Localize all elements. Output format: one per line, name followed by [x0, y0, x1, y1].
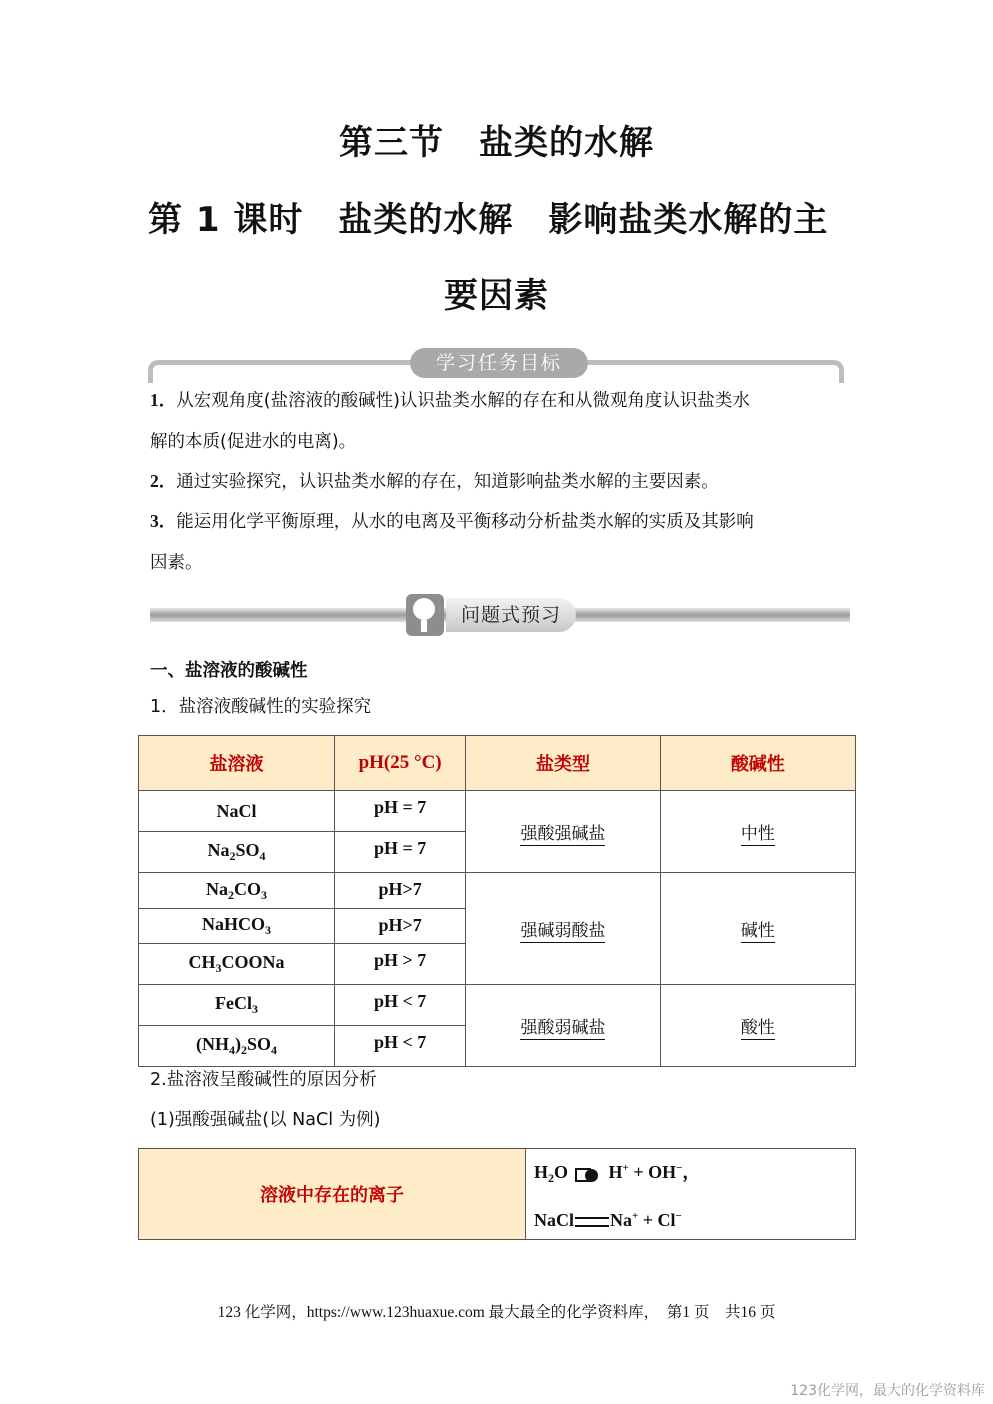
acidity-cell: 中性 [660, 791, 855, 873]
objective-1: 1．从宏观角度(盐溶液的酸碱性)认识盐类水解的存在和从微观角度认识盐类水 解的本质(促进水的电离)。 [150, 390, 750, 452]
lesson-title-line2: 要因素 [444, 276, 549, 316]
objective-2: 2．通过实验探究，认识盐类水解的存在，知道影响盐类水解的主要因素。 [150, 471, 719, 492]
nacl-ionization-equation: NaCl Na+ + Cl− [534, 1210, 682, 1230]
ion-table [138, 1148, 856, 1240]
ph-cell: pH < 7 [334, 1026, 465, 1067]
salt-type-cell: 强酸弱碱盐 [466, 985, 660, 1067]
ion-table-head: 溶液中存在的离子 [139, 1149, 526, 1240]
objective-3: 3．能运用化学平衡原理，从水的电离及平衡移动分析盐类水解的实质及其影响 因素。 [150, 511, 754, 573]
section-title: 第三节 盐类的水解 [339, 123, 654, 163]
lesson-title-line1: 第 1 课时 盐类的水解 影响盐类水解的主 [148, 200, 829, 240]
salt-cell: $Na_2SO_4$ [139, 832, 335, 873]
subheading-1: 1．盐溶液酸碱性的实验探究 [150, 697, 372, 717]
ph-cell: pH>7 [334, 873, 465, 909]
table-row [139, 791, 856, 832]
reversible-arrow-icon [573, 1165, 609, 1183]
subheading-2: 2.盐溶液呈酸碱性的原因分析 [150, 1070, 377, 1090]
equals-sign-icon [575, 1217, 609, 1227]
acidity-cell: 碱性 [660, 873, 855, 985]
salt-type-cell: 强碱弱酸盐 [466, 873, 660, 985]
ph-cell: pH < 7 [334, 985, 465, 1026]
salt-acidity-table [138, 735, 856, 1067]
salt-cell: $CH_3COONa$ [139, 944, 335, 985]
ph-cell: pH = 7 [334, 791, 465, 832]
water-ionization-equation: $H_2O$ H+ + OH−， [534, 1162, 701, 1185]
header-salt: 盐溶液 [139, 736, 335, 791]
header-ph: pH(25 °C) [334, 736, 465, 791]
table-row [139, 985, 856, 1026]
magnifier-icon [406, 594, 444, 636]
table-header-row [139, 736, 856, 791]
header-type: 盐类型 [466, 736, 660, 791]
salt-type-cell: 强酸强碱盐 [466, 791, 660, 873]
salt-cell: NaCl [139, 791, 335, 832]
watermark: 123化学网，最大的化学资料库 [790, 1383, 985, 1399]
ion-equations [526, 1149, 856, 1240]
acidity-cell: 酸性 [660, 985, 855, 1067]
section-heading-1: 一、盐溶液的酸碱性 [150, 661, 308, 681]
salt-cell: FeCl$_3$ [139, 985, 335, 1026]
objectives-banner-label: 学习任务目标 [410, 348, 588, 378]
preview-banner [150, 594, 850, 636]
ph-cell: pH>7 [334, 909, 465, 944]
objectives-banner [148, 348, 844, 378]
subheading-3: (1)强酸强碱盐(以 NaCl 为例) [150, 1110, 381, 1130]
ph-cell: pH > 7 [334, 944, 465, 985]
header-acidity: 酸碱性 [660, 736, 855, 791]
preview-banner-label: 问题式预习 [446, 598, 576, 632]
salt-cell: $(NH_4)_2SO_4$ [139, 1026, 335, 1067]
salt-cell: $Na_2CO_3$ [139, 873, 335, 909]
salt-cell: NaHCO$_3$ [139, 909, 335, 944]
ph-cell: pH = 7 [334, 832, 465, 873]
page-footer: 123 化学网，https://www.123huaxue.com 最大最全的化学资料库， 第1 页 共16 页 [217, 1304, 776, 1321]
table-row [139, 873, 856, 909]
